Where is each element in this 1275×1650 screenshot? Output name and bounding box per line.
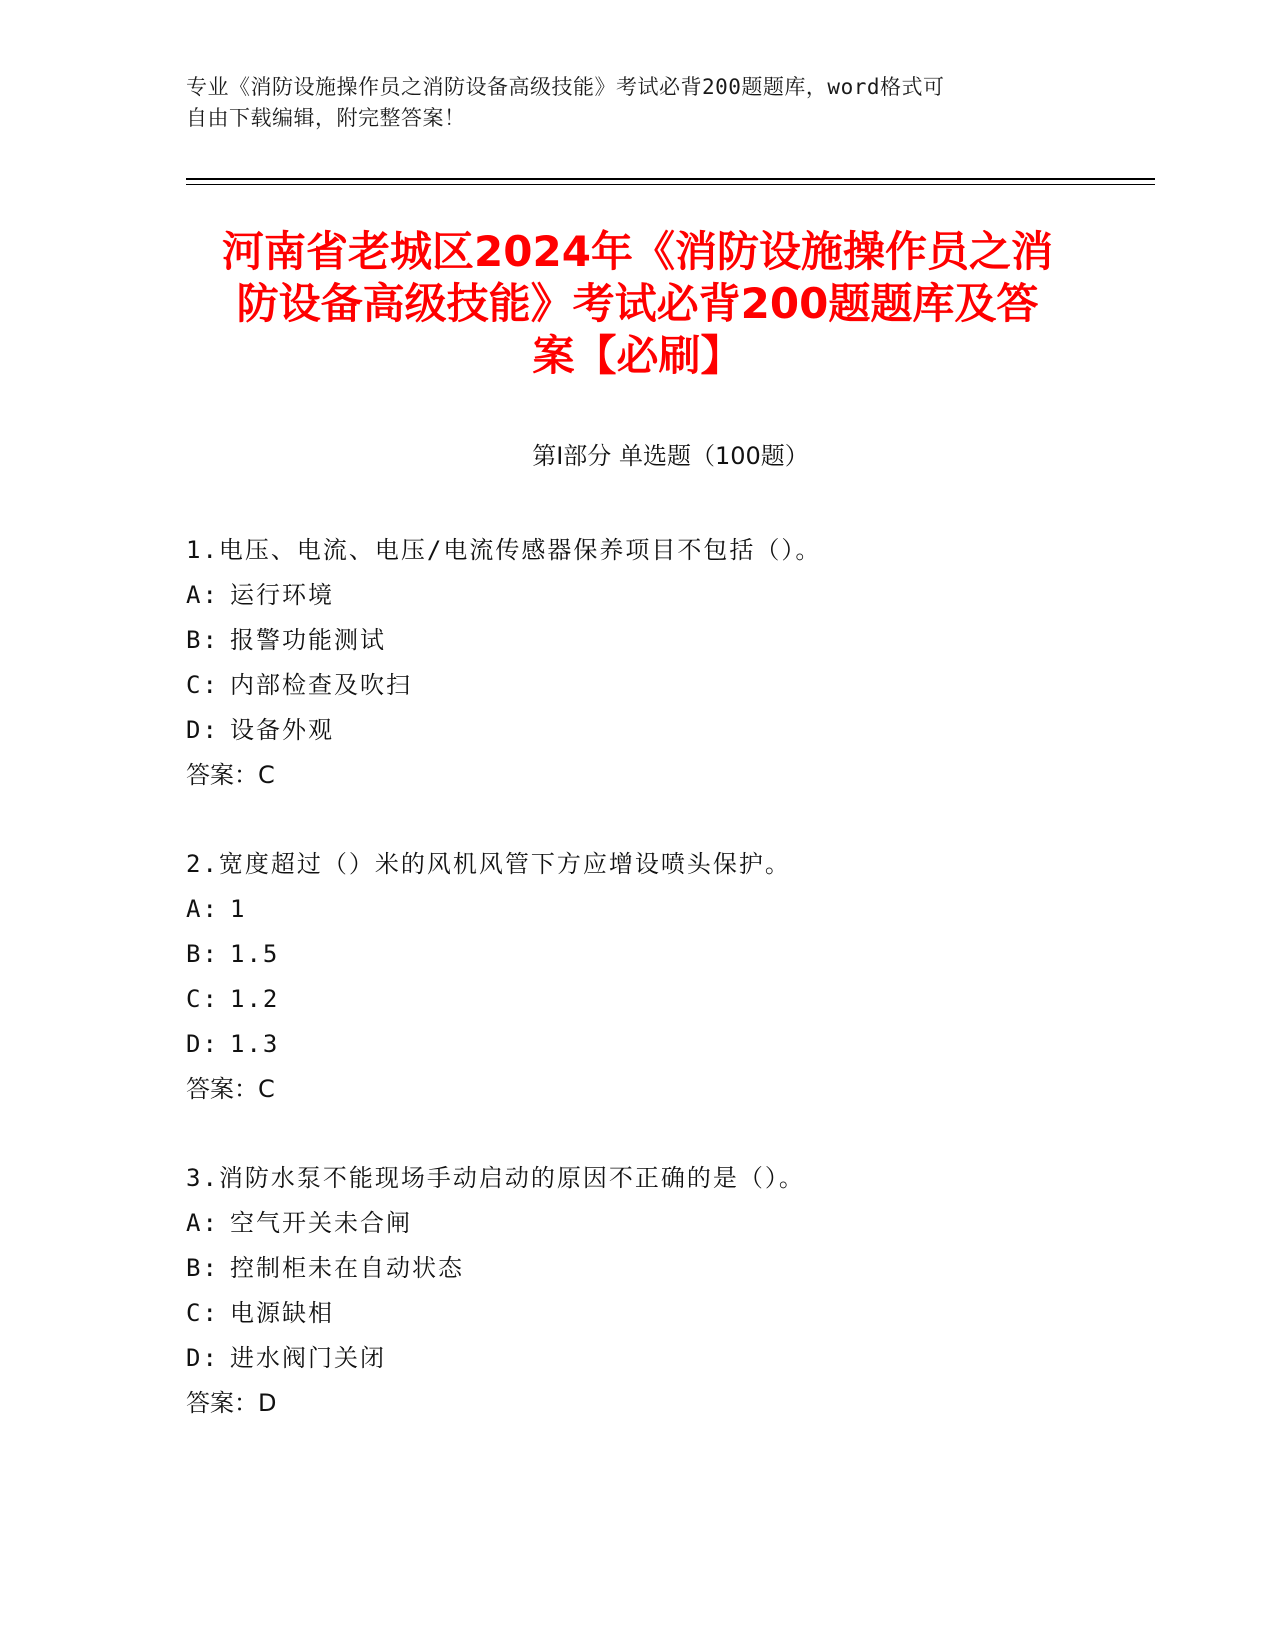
question-option — [186, 1022, 1155, 1067]
document-title-line-3: 案【必刷】 — [532, 331, 743, 380]
question-option — [186, 1201, 1155, 1246]
header-note-line-2: 自由下载编辑，附完整答案！ — [186, 106, 466, 130]
option-letter: C: — [186, 671, 219, 699]
option-text: 运行环境 — [230, 581, 334, 609]
question-option — [186, 663, 1155, 708]
option-text: 控制柜未在自动状态 — [230, 1254, 464, 1282]
option-letter: C: — [186, 985, 219, 1013]
header-note — [186, 72, 1066, 134]
option-letter: A: — [186, 581, 219, 609]
option-text: 内部检查及吹扫 — [230, 671, 412, 699]
question-stem: 1.电压、电流、电压/电流传感器保养项目不包括（）。 — [186, 536, 822, 564]
option-text: 1.2 — [230, 985, 280, 1013]
option-text: 报警功能测试 — [230, 626, 386, 654]
question-option — [186, 977, 1155, 1022]
header-rule-thin — [186, 184, 1155, 185]
option-letter: D: — [186, 1344, 219, 1372]
header-note-line-1: 专业《消防设施操作员之消防设备高级技能》考试必背200题题库，word格式可 — [186, 75, 945, 99]
question-option — [186, 1291, 1155, 1336]
question-option — [186, 708, 1155, 753]
question-answer: 答案：C — [186, 761, 275, 789]
question-answer: 答案：D — [186, 1389, 277, 1417]
question-stem: 2.宽度超过（）米的风机风管下方应增设喷头保护。 — [186, 850, 791, 878]
question-option — [186, 887, 1155, 932]
question-option — [186, 1246, 1155, 1291]
option-text: 进水阀门关闭 — [230, 1344, 386, 1372]
question-list — [186, 528, 1155, 1470]
option-text: 1 — [230, 895, 247, 923]
question-stem: 3.消防水泵不能现场手动启动的原因不正确的是（）。 — [186, 1164, 805, 1192]
question-option — [186, 573, 1155, 618]
document-title-line-2: 防设备高级技能》考试必背200题题库及答 — [236, 279, 1039, 328]
section-title: 第Ⅰ部分 单选题（100题） — [532, 442, 809, 470]
question-item — [186, 528, 1155, 798]
option-letter: A: — [186, 895, 219, 923]
option-letter: D: — [186, 716, 219, 744]
option-text: 1.5 — [230, 940, 280, 968]
document-title-line-1: 河南省老城区2024年《消防设施操作员之消 — [222, 227, 1053, 276]
question-item — [186, 1156, 1155, 1426]
option-letter: D: — [186, 1030, 219, 1058]
option-text: 设备外观 — [230, 716, 334, 744]
option-letter: B: — [186, 940, 219, 968]
option-text: 电源缺相 — [230, 1299, 334, 1327]
question-option — [186, 1336, 1155, 1381]
option-text: 1.3 — [230, 1030, 280, 1058]
question-item — [186, 842, 1155, 1112]
document-title — [170, 226, 1105, 382]
option-letter: C: — [186, 1299, 219, 1327]
question-answer: 答案：C — [186, 1075, 275, 1103]
header-rule-thick — [186, 178, 1155, 180]
option-letter: B: — [186, 626, 219, 654]
option-letter: B: — [186, 1254, 219, 1282]
option-letter: A: — [186, 1209, 219, 1237]
question-option — [186, 932, 1155, 977]
option-text: 空气开关未合闸 — [230, 1209, 412, 1237]
question-option — [186, 618, 1155, 663]
